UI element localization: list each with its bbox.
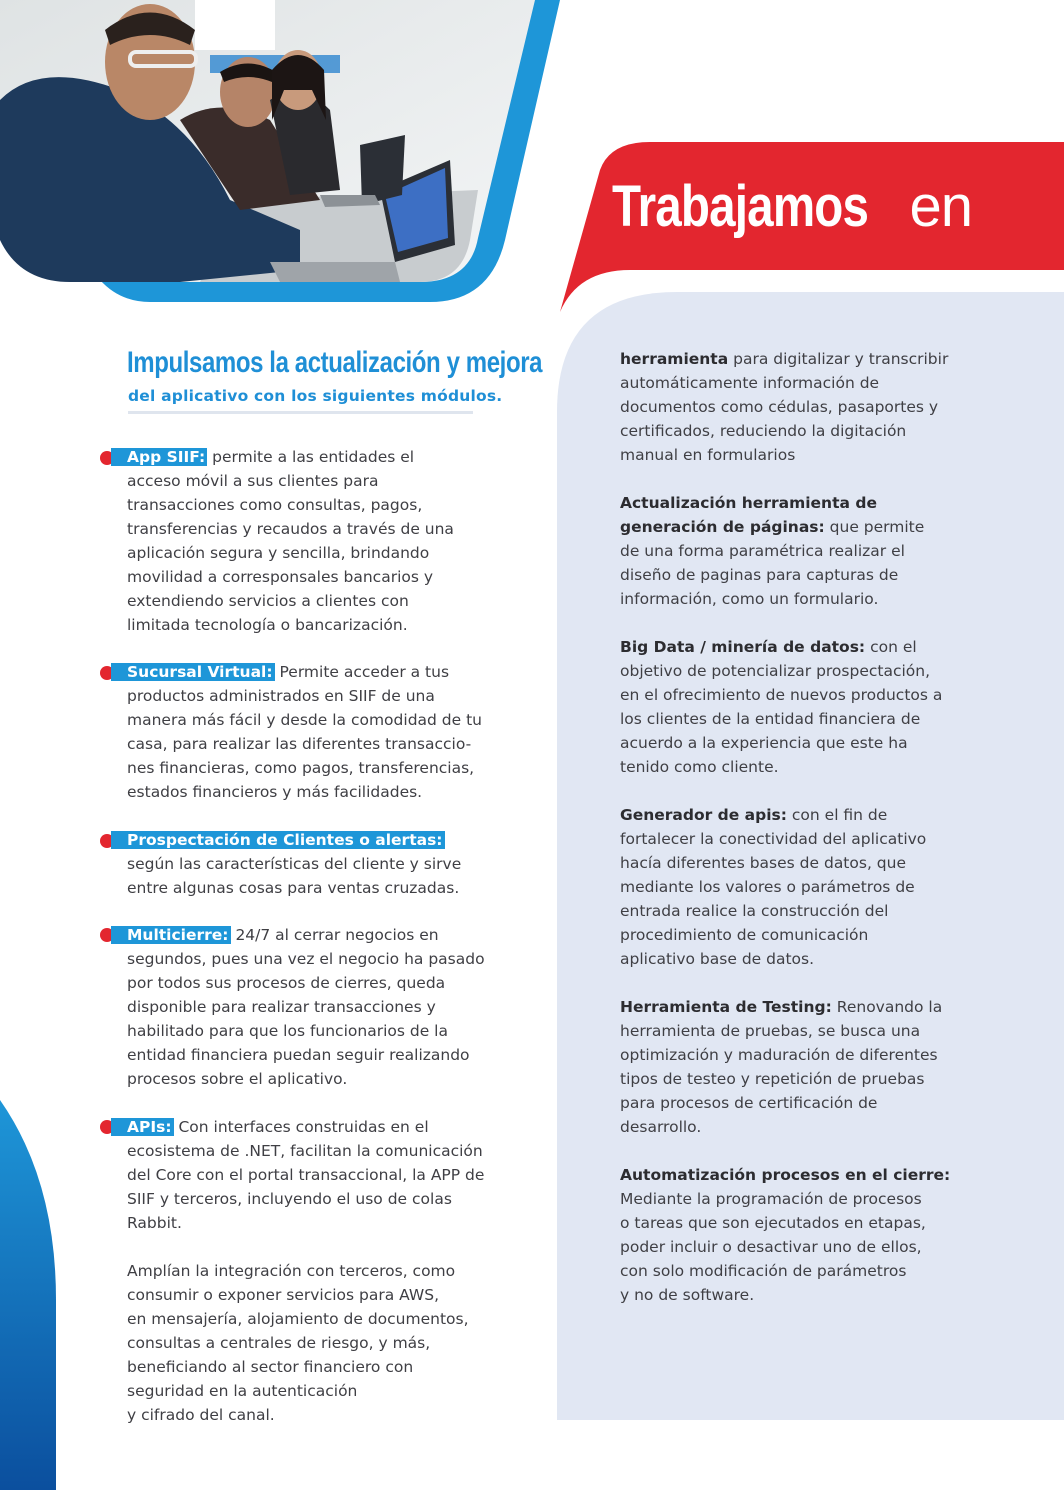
right-item-testing [620, 995, 942, 1139]
right-item-generador-apis [620, 803, 926, 971]
banner-title-light: en [909, 174, 973, 239]
text-line: entidad financiera puedan seguir realizando [127, 1046, 470, 1064]
apis-paragraph [127, 1259, 469, 1427]
module-tag: Multicierre: [111, 926, 231, 944]
text-line: extendiendo servicios a clientes con [127, 592, 409, 610]
text-line: documentos como cédulas, pasaportes y [620, 398, 939, 416]
text-line: movilidad a corresponsales bancarios y [127, 568, 434, 586]
text-line: aplicativo base de datos. [620, 950, 815, 968]
text-line: de una forma paramétrica realizar el [620, 542, 905, 560]
text-line: transferencias y recaudos a través de una [127, 520, 454, 538]
module-tag: Prospectación de Clientes o alertas: [111, 831, 445, 849]
text-line: transacciones como consultas, pagos, [127, 496, 423, 514]
text-line: con solo modificación de parámetros [620, 1262, 907, 1280]
module-tag: Sucursal Virtual: [111, 663, 275, 681]
module-item-prospectacion [127, 828, 461, 900]
right-item-herramienta [620, 347, 948, 467]
text-line: segundos, pues una vez el negocio ha pasado [127, 950, 485, 968]
module-item-app-siif [127, 445, 454, 637]
item-heading: Generador de apis: [620, 806, 787, 824]
text-line: beneficiando al sector financiero con [127, 1358, 414, 1376]
text-line: procedimiento de comunicación [620, 926, 869, 944]
text-line: los clientes de la entidad financiera de [620, 710, 921, 728]
text-line: en mensajería, alojamiento de documentos, [127, 1310, 469, 1328]
team-photo [0, 0, 600, 310]
text-line: automáticamente información de [620, 374, 880, 392]
banner-title [612, 174, 973, 239]
text-line: información, como un formulario. [620, 590, 879, 608]
item-heading: generación de páginas: [620, 518, 825, 536]
text-line: aplicación segura y sencilla, brindando [127, 544, 430, 562]
text-line: para digitalizar y transcribir [728, 350, 949, 368]
intro-title: Impulsamos la actualización y mejora [127, 346, 543, 379]
text-line: para procesos de certificación de [620, 1094, 878, 1112]
text-line: y cifrado del canal. [127, 1406, 275, 1424]
right-item-big-data [620, 635, 942, 779]
right-item-generacion-paginas [620, 491, 924, 611]
text-line: estados financieros y más facilidades. [127, 783, 423, 801]
text-line: optimización y maduración de diferentes [620, 1046, 938, 1064]
text-line: manera más fácil y desde la comodidad de tu [127, 711, 482, 729]
right-item-automatizacion [620, 1163, 950, 1307]
module-item-apis [127, 1115, 484, 1235]
text-line: consultas a centrales de riesgo, y más, [127, 1334, 431, 1352]
text-line: acceso móvil a sus clientes para [127, 472, 379, 490]
text-line: Rabbit. [127, 1214, 182, 1232]
text-line: del Core con el portal transaccional, la APP de [127, 1166, 485, 1184]
text-line: Con interfaces construidas en el [173, 1118, 429, 1136]
text-line: permite a las entidades el [207, 448, 415, 466]
module-item-multicierre [127, 923, 485, 1091]
text-line: o tareas que son ejecutados en etapas, [620, 1214, 926, 1232]
text-line: habilitado para que los funcionarios de la [127, 1022, 448, 1040]
text-line: Renovando la [831, 998, 943, 1016]
text-line: diseño de paginas para capturas de [620, 566, 899, 584]
text-line: consumir o exponer servicios para AWS, [127, 1286, 440, 1304]
text-line: ecosistema de .NET, facilitan la comunicación [127, 1142, 483, 1160]
intro-subtitle: del aplicativo con los siguientes módulos. [128, 387, 503, 405]
text-line: y no de software. [620, 1286, 755, 1304]
text-line: entre algunas cosas para ventas cruzadas. [127, 879, 460, 897]
text-line: 24/7 al cerrar negocios en [230, 926, 439, 944]
banner-title-bold: Trabajamos [612, 174, 869, 239]
text-line: herramienta de pruebas, se busca una [620, 1022, 921, 1040]
text-line: Amplían la integración con terceros, como [127, 1262, 456, 1280]
module-item-sucursal-virtual [127, 660, 482, 804]
text-line: limitada tecnología o bancarización. [127, 616, 408, 634]
text-line: tenido como cliente. [620, 758, 779, 776]
module-tag: APIs: [111, 1118, 174, 1136]
text-line: fortalecer la conectividad del aplicativo [620, 830, 927, 848]
text-line: según las características del cliente y sirve [127, 855, 462, 873]
text-line: nes financieras, como pagos, transferencias, [127, 759, 475, 777]
text-line: productos administrados en SIIF de una [127, 687, 435, 705]
text-line: tipos de testeo y repetición de pruebas [620, 1070, 925, 1088]
text-line: en el ofrecimiento de nuevos productos a [620, 686, 943, 704]
text-line: certificados, reduciendo la digitación [620, 422, 907, 440]
text-line: desarrollo. [620, 1118, 702, 1136]
left-decoration [0, 1100, 60, 1490]
text-line: casa, para realizar las diferentes transaccio- [127, 735, 472, 753]
item-heading: Big Data / minería de datos: [620, 638, 866, 656]
text-line: Mediante la programación de procesos [620, 1190, 922, 1208]
item-heading: Automatización procesos en el cierre: [620, 1166, 951, 1184]
text-line: poder incluir o desactivar uno de ellos, [620, 1238, 922, 1256]
item-heading: Actualización herramienta de [620, 494, 877, 512]
text-line: seguridad en la autenticación [127, 1382, 358, 1400]
text-line: con el fin de [786, 806, 888, 824]
text-line: por todos sus procesos de cierres, queda [127, 974, 446, 992]
text-line: disponible para realizar transacciones y [127, 998, 436, 1016]
item-heading: herramienta [620, 350, 729, 368]
item-heading: Herramienta de Testing: [620, 998, 832, 1016]
text-line: procesos sobre el aplicativo. [127, 1070, 348, 1088]
text-line: hacía diferentes bases de datos, que [620, 854, 907, 872]
text-line: que permite [824, 518, 925, 536]
text-line: manual en formularios [620, 446, 796, 464]
module-tag: App SIIF: [111, 448, 207, 466]
text-line: SIIF y terceros, incluyendo el uso de colas [127, 1190, 452, 1208]
text-line: con el [865, 638, 917, 656]
text-line: mediante los valores o parámetros de [620, 878, 915, 896]
text-line: objetivo de potencializar prospectación, [620, 662, 931, 680]
text-line: Permite acceder a tus [274, 663, 450, 681]
text-line: entrada realice la construcción del [620, 902, 889, 920]
intro-underline [128, 411, 473, 414]
text-line: acuerdo a la experiencia que este ha [620, 734, 908, 752]
